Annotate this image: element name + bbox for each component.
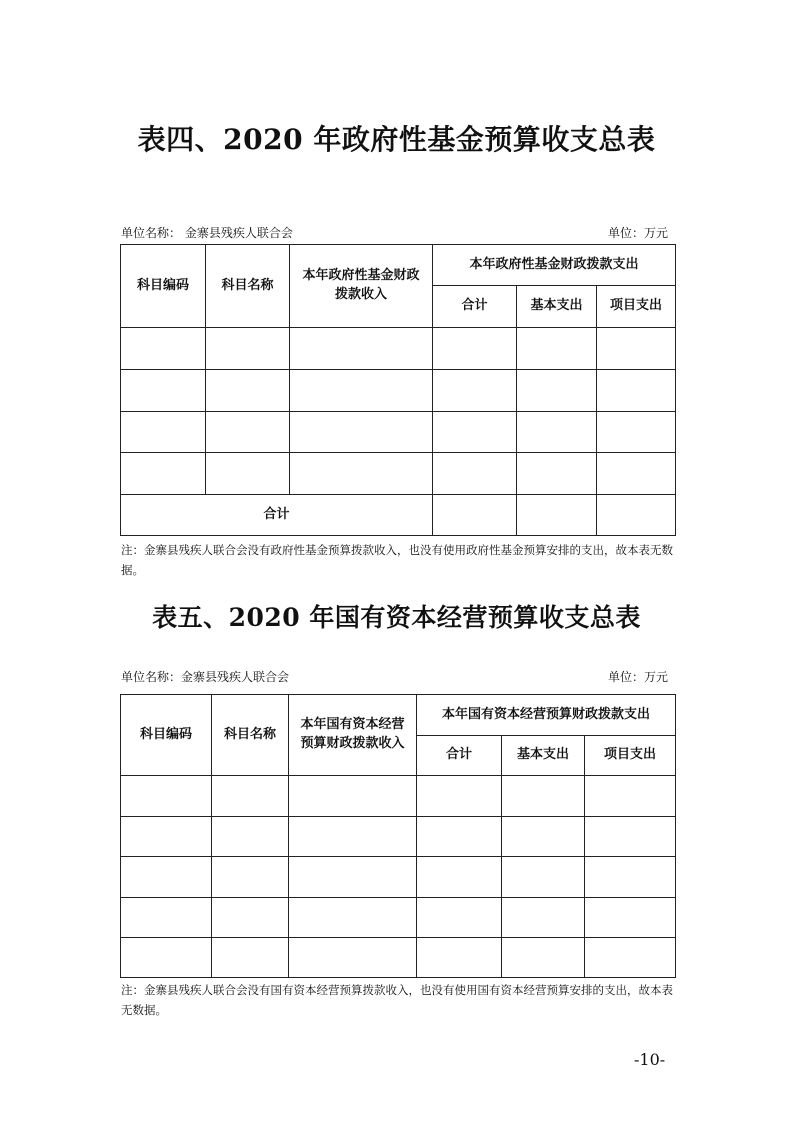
table-cell	[517, 370, 597, 412]
table-row	[121, 938, 676, 978]
table5-header-income: 本年国有资本经营预算财政拨款收入	[289, 695, 417, 776]
table-cell	[290, 328, 433, 370]
table4-note: 注：金寨县残疾人联合会没有政府性基金预算拨款收入，也没有使用政府性基金预算安排的支出，故本表无数据。	[121, 543, 673, 577]
table-cell	[121, 328, 206, 370]
table4-header-name: 科目名称	[206, 245, 290, 328]
table5-unit-name: 单位名称：金寨县残疾人联合会	[121, 670, 290, 684]
table5-header-name: 科目名称	[212, 695, 289, 776]
table-cell	[212, 776, 289, 817]
table-cell	[121, 412, 206, 453]
table-cell	[517, 412, 597, 453]
table4-header-basic: 基本支出	[517, 286, 597, 328]
table-row	[121, 898, 676, 938]
table-cell	[206, 328, 290, 370]
table-cell	[290, 453, 433, 495]
table-cell	[517, 495, 597, 536]
table-cell	[502, 817, 585, 857]
table-cell	[585, 938, 676, 978]
table-cell	[585, 898, 676, 938]
table-cell	[433, 328, 517, 370]
table4-header-income: 本年政府性基金财政拨款收入	[290, 245, 433, 328]
table4-total-label: 合计	[121, 495, 433, 536]
table5-header-code: 科目编码	[121, 695, 212, 776]
table-row	[121, 817, 676, 857]
table5-title: 表五、2020 年国有资本经营预算收支总表	[152, 603, 641, 632]
table-cell	[212, 938, 289, 978]
table4	[120, 244, 676, 536]
table-cell	[206, 370, 290, 412]
table-cell	[121, 817, 212, 857]
table4-header-expense-group: 本年政府性基金财政拨款支出	[433, 245, 676, 286]
table-cell	[206, 412, 290, 453]
table-row	[121, 412, 676, 453]
table5-header-total: 合计	[417, 736, 502, 776]
table-cell	[206, 453, 290, 495]
table4-header-project: 项目支出	[597, 286, 676, 328]
table5-header-expense-group: 本年国有资本经营预算财政拨款支出	[417, 695, 676, 736]
table4-unit-name: 单位名称： 金寨县残疾人联合会	[121, 226, 293, 240]
table-cell	[433, 370, 517, 412]
table-cell	[121, 938, 212, 978]
table-cell	[289, 776, 417, 817]
table-cell	[502, 857, 585, 898]
table-cell	[433, 412, 517, 453]
table4-title: 表四、2020 年政府性基金预算收支总表	[137, 123, 656, 156]
table-cell	[517, 328, 597, 370]
table4-total-row	[121, 495, 676, 536]
table-cell	[289, 938, 417, 978]
table-cell	[121, 453, 206, 495]
table-cell	[585, 776, 676, 817]
table4-header-code: 科目编码	[121, 245, 206, 328]
table-cell	[597, 453, 676, 495]
table-cell	[417, 898, 502, 938]
table-cell	[597, 495, 676, 536]
table-cell	[585, 817, 676, 857]
table-row	[121, 857, 676, 898]
table-cell	[597, 412, 676, 453]
table-cell	[417, 938, 502, 978]
table-cell	[417, 857, 502, 898]
table-cell	[417, 776, 502, 817]
table-cell	[502, 776, 585, 817]
table-cell	[121, 776, 212, 817]
table-cell	[212, 857, 289, 898]
table-row	[121, 776, 676, 817]
table-cell	[290, 412, 433, 453]
table-cell	[517, 453, 597, 495]
table-cell	[212, 898, 289, 938]
table-cell	[290, 370, 433, 412]
table-cell	[597, 370, 676, 412]
table-cell	[502, 898, 585, 938]
table4-header-total: 合计	[433, 286, 517, 328]
table-cell	[121, 857, 212, 898]
table5-unit: 单位：万元	[608, 670, 669, 684]
table-cell	[433, 453, 517, 495]
table-cell	[597, 328, 676, 370]
table5-header-basic: 基本支出	[502, 736, 585, 776]
page-number: -10-	[634, 1050, 666, 1069]
table4-unit: 单位：万元	[608, 226, 669, 240]
table-row	[121, 328, 676, 370]
table-row	[121, 370, 676, 412]
table5-note: 注：金寨县残疾人联合会没有国有资本经营预算拨款收入，也没有使用国有资本经营预算安排的支出，故本表无数据。	[121, 983, 673, 1017]
table-cell	[433, 495, 517, 536]
table-cell	[121, 898, 212, 938]
table-cell	[289, 898, 417, 938]
table-cell	[121, 370, 206, 412]
table-cell	[417, 817, 502, 857]
table-row	[121, 453, 676, 495]
table-cell	[289, 857, 417, 898]
table5	[120, 694, 676, 978]
table-cell	[585, 857, 676, 898]
table5-header-project: 项目支出	[585, 736, 676, 776]
table-cell	[289, 817, 417, 857]
table-cell	[212, 817, 289, 857]
table-cell	[502, 938, 585, 978]
